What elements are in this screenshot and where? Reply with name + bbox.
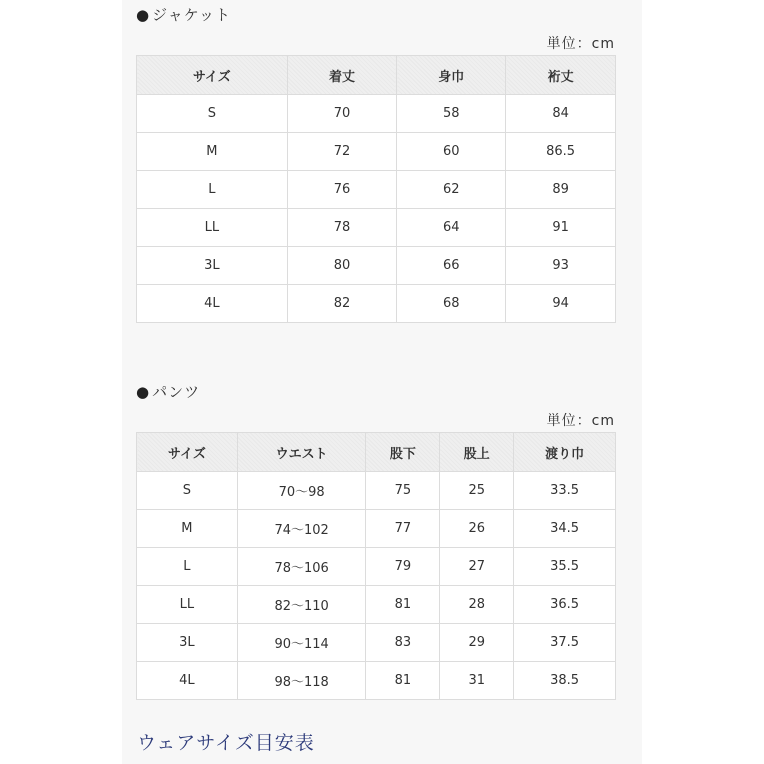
column-header: 股下 [366,433,440,472]
table-cell: 4L [137,662,238,700]
table-cell: 83 [366,624,440,662]
table-cell: 26 [440,510,514,548]
table-cell: 37.5 [514,624,616,662]
table-cell: 4L [137,285,288,323]
table-cell: 62 [397,171,506,209]
table-cell: L [137,171,288,209]
table-cell: 77 [366,510,440,548]
table-cell: 33.5 [514,472,616,510]
table-row [137,472,616,510]
table-cell: 98～118 [237,662,366,700]
table-cell: 38.5 [514,662,616,700]
table-cell: 91 [506,209,616,247]
table-row [137,133,616,171]
column-header: 身巾 [397,56,506,95]
table-cell: 68 [397,285,506,323]
column-header: 着丈 [287,56,397,95]
jacket-section-title [136,4,231,25]
column-header: サイズ [137,56,288,95]
table-cell: 66 [397,247,506,285]
table-row [137,209,616,247]
column-header: 裄丈 [506,56,616,95]
table-cell: 28 [440,586,514,624]
column-header: ウエスト [237,433,366,472]
table-cell: 72 [287,133,397,171]
pants-size-table [136,432,616,700]
table-cell: 86.5 [506,133,616,171]
table-row [137,510,616,548]
table-cell: S [137,472,238,510]
table-cell: 36.5 [514,586,616,624]
table-cell: LL [137,586,238,624]
table-cell: 82 [287,285,397,323]
table-cell: 75 [366,472,440,510]
table-cell: LL [137,209,288,247]
pants-title-text: パンツ [152,383,201,401]
table-cell: 81 [366,586,440,624]
column-header: 股上 [440,433,514,472]
table-cell: 93 [506,247,616,285]
table-cell: M [137,510,238,548]
pants-section-title [136,381,200,402]
size-guide-heading: ウェアサイズ目安表 [137,732,315,754]
table-cell: S [137,95,288,133]
table-cell: 81 [366,662,440,700]
table-row [137,247,616,285]
table-cell: 90～114 [237,624,366,662]
table-cell: 89 [506,171,616,209]
table-row [137,285,616,323]
table-cell: 58 [397,95,506,133]
table-cell: 70 [287,95,397,133]
table-cell: 29 [440,624,514,662]
table-cell: 27 [440,548,514,586]
table-cell: 60 [397,133,506,171]
table-cell: 74～102 [237,510,366,548]
table-cell: L [137,548,238,586]
bullet-icon: ● [136,6,151,24]
table-cell: 82～110 [237,586,366,624]
table-cell: M [137,133,288,171]
table-cell: 3L [137,624,238,662]
table-cell: 34.5 [514,510,616,548]
table-cell: 78～106 [237,548,366,586]
bullet-icon: ● [136,383,151,401]
table-row [137,662,616,700]
table-cell: 79 [366,548,440,586]
table-cell: 3L [137,247,288,285]
table-cell: 78 [287,209,397,247]
pants-unit-label: 単位：cm [546,413,615,429]
column-header: 渡り巾 [514,433,616,472]
table-header-row [137,433,616,472]
jacket-size-table [136,55,616,323]
table-cell: 25 [440,472,514,510]
table-cell: 31 [440,662,514,700]
table-cell: 76 [287,171,397,209]
table-cell: 80 [287,247,397,285]
table-cell: 94 [506,285,616,323]
table-cell: 84 [506,95,616,133]
table-row [137,586,616,624]
table-row [137,548,616,586]
table-row [137,171,616,209]
column-header: サイズ [137,433,238,472]
table-row [137,624,616,662]
jacket-unit-label: 単位：cm [546,36,615,52]
table-cell: 35.5 [514,548,616,586]
table-cell: 70～98 [237,472,366,510]
jacket-title-text: ジャケット [152,6,232,24]
table-row [137,95,616,133]
table-cell: 64 [397,209,506,247]
table-header-row [137,56,616,95]
